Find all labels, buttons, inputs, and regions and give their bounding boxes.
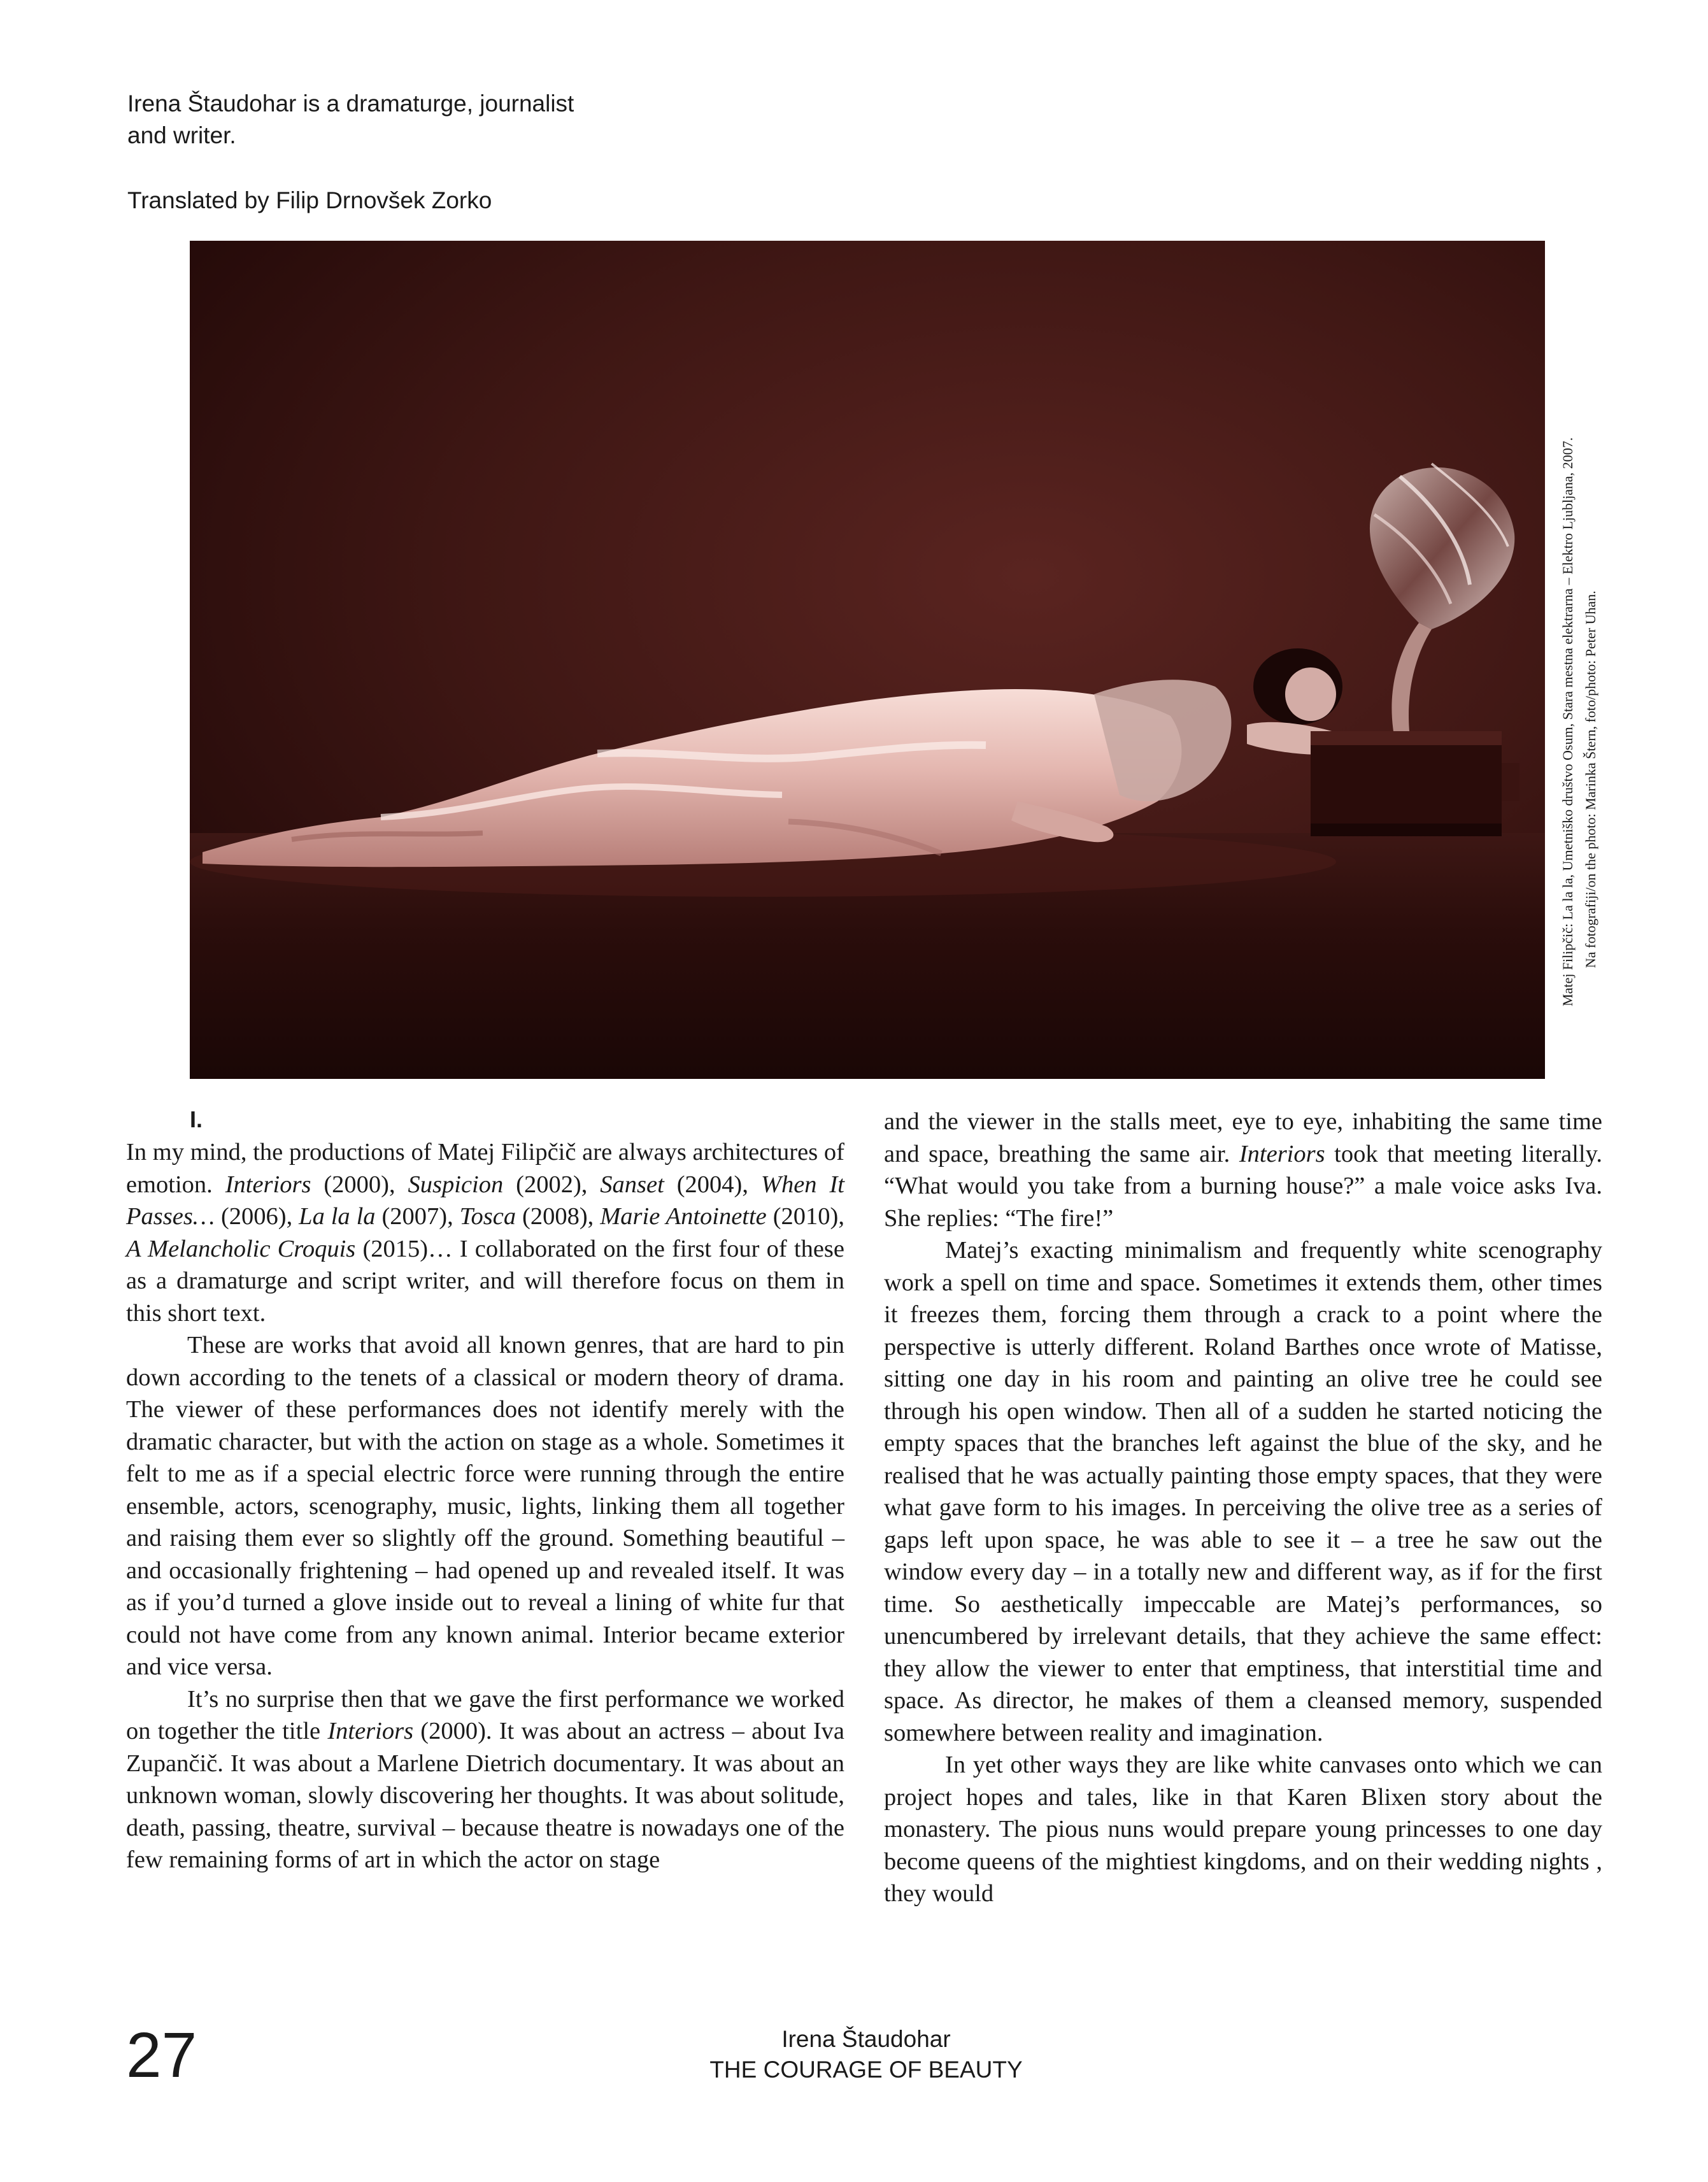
article-column-right [884,1106,1602,1910]
paragraph-3: It’s no surprise then that we gave the first performance we worked on together the title Interiors (2000). It was about an actress – about Iva Zupančič. It was about a Marlene Dietrich documentary. It was about an unknown woman, slowly discovering her thoughts. It was about solitude, death, passing, theatre, survival – because theatre is nowadays one of the few remaining forms of art in which the actor on stage [126,1685,844,1873]
footer-title: THE COURAGE OF BEAUTY [709,2057,1023,2083]
bio-line-2: and writer. [127,122,236,148]
article-column-left [126,1106,844,1876]
caption-line-1: Matej Filipčič: La la la, Umetniško društvo Osum, Stara mestna elektrarna – Elektro Ljubljana, 2007. [1560,437,1576,1006]
bio-line-1: Irena Štaudohar is a dramaturge, journalist [127,90,574,117]
author-bio [127,88,701,152]
paragraph-4: Matej’s exacting minimalism and frequently white scenography work a spell on time and space. Sometimes it extends them, other times it freezes them, forcing them through a crack to a point where the perspective is utterly different. Roland Barthes once wrote of Matisse, sitting one day in his room and painting an olive tree he could see through his open window. Then all of a sudden he started noticing the empty spaces that the branches left against the blue of the sky, and he realised that he was actually painting those empty spaces, that they were what gave form to his images. In perceiving the olive tree as a series of gaps left upon space, he was able to see it – a tree he saw out the window every day – in a totally new and different way, as if for the first time. So aesthetically impeccable are Matej’s performances, so unencumbered by irrelevant details, that they achieve the same effect: they allow the viewer to enter that emptiness, that interstitial time and space. As director, he makes of them a cleansed memory, suspended somewhere between reality and imagination. [884,1237,1602,1746]
caption-line-2: Na fotografiji/on the photo: Marinka Štern, foto/photo: Peter Uhan. [1583,590,1598,968]
footer-author: Irena Štaudohar [781,2026,951,2052]
translator-credit: Translated by Filip Drnovšek Zorko [127,187,492,213]
paragraph-1: In my mind, the productions of Matej Filipčič are always architectures of emotion. Interiors (2000), Suspicion (2002), Sanset (2004), When It Passes… (2006), La la la (2007), Tosca (2008), Marie Antoinette (2010), A Melancholic Croquis (2015)… I collaborated on the first four of these as a dramaturge and script writer, and will therefore focus on them in this short text. [126,1139,844,1327]
paragraph-2: These are works that avoid all known genres, that are hard to pin down according to the tenets of a classical or modern theory of drama. The viewer of these performances does not identify merely with the dramatic character, but with the action on stage as a whole. Sometimes it felt to me as if a special electric force were running through the entire ensemble, actors, scenography, music, lights, linking them all together and raising them ever so slightly off the ground. Something beautiful – and occasionally frightening – had opened up and revealed itself. It was as if you’d turned a glove inside out to reveal a lining of white fur that could not have come from any known animal. Interior became exterior and vice versa. [126,1332,844,1680]
production-photo [190,241,1545,1079]
section-heading: I. [190,1106,203,1132]
photo-caption [1556,306,1607,1006]
paragraph-5: In yet other ways they are like white canvases onto which we can project hopes and tales, like in that Karen Blixen story about the monastery. The pious nuns would prepare young princesses to one day become queens of the mightiest kingdoms, and on their wedding nights , they would [884,1751,1602,1907]
paragraph-3-continued: and the viewer in the stalls meet, eye to eye, inhabiting the same time and space, breathing the same air. Interiors took that meeting literally. “What would you take from a burning house?” a male voice asks Iva. She replies: “The fire!” [884,1108,1602,1232]
running-footer [637,2024,1095,2085]
page-number: 27 [126,2020,197,2091]
